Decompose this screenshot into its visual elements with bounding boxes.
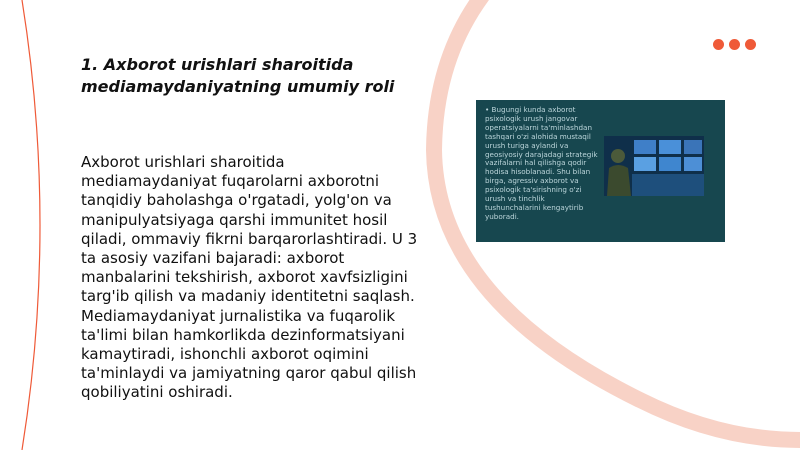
soldier-monitors-photo — [604, 136, 704, 196]
slide-image — [476, 100, 725, 242]
image-caption-text: • Bugungi kunda axborot psixologik urush jangovar operatsiyalarni ta'minlashdan tashqari o'zi alohida mustaqil urush turiga aylandi va geosiyosiy darajadagi strategik vazifalarni hal qilishga qodir hodisa hisoblanadi. Shu bilan birga, agressiv axborot va psixologik ta'sirishning o'zi urush va tinchlik tushunchalarini kengaytirib yuboradi. — [485, 105, 598, 221]
three-dots-icon — [713, 39, 756, 50]
dot-icon — [713, 39, 724, 50]
left-edge-arc — [22, 0, 40, 450]
slide-body-text: Axborot urishlari sharoitida mediamaydaniyat fuqarolarni axborotni tanqidiy baholashga o'rgatadi, yolg'on va manipulyatsiyaga qarshi immunitet hosil qiladi, ommaviy fikrni barqarorlashtiradi. U 3 ta asosiy vazifani bajaradi: axborot manbalarini tekshirish, axborot xavfsizligini targ'ib qilish va madaniy identitetni saqlash. Mediamaydaniyat jurnalistika va fuqarolik ta'limi bilan hamkorlikda dezinformatsiyani kamaytiradi, ishonchli axborot oqimini ta'minlaydi va jamiyatning qaror qabul qilish qobiliyatini oshiradi. — [81, 153, 418, 402]
dot-icon — [745, 39, 756, 50]
dot-icon — [729, 39, 740, 50]
slide-title: 1. Axborot urishlari sharoitida mediamaydaniyatning umumiy roli — [81, 55, 395, 96]
